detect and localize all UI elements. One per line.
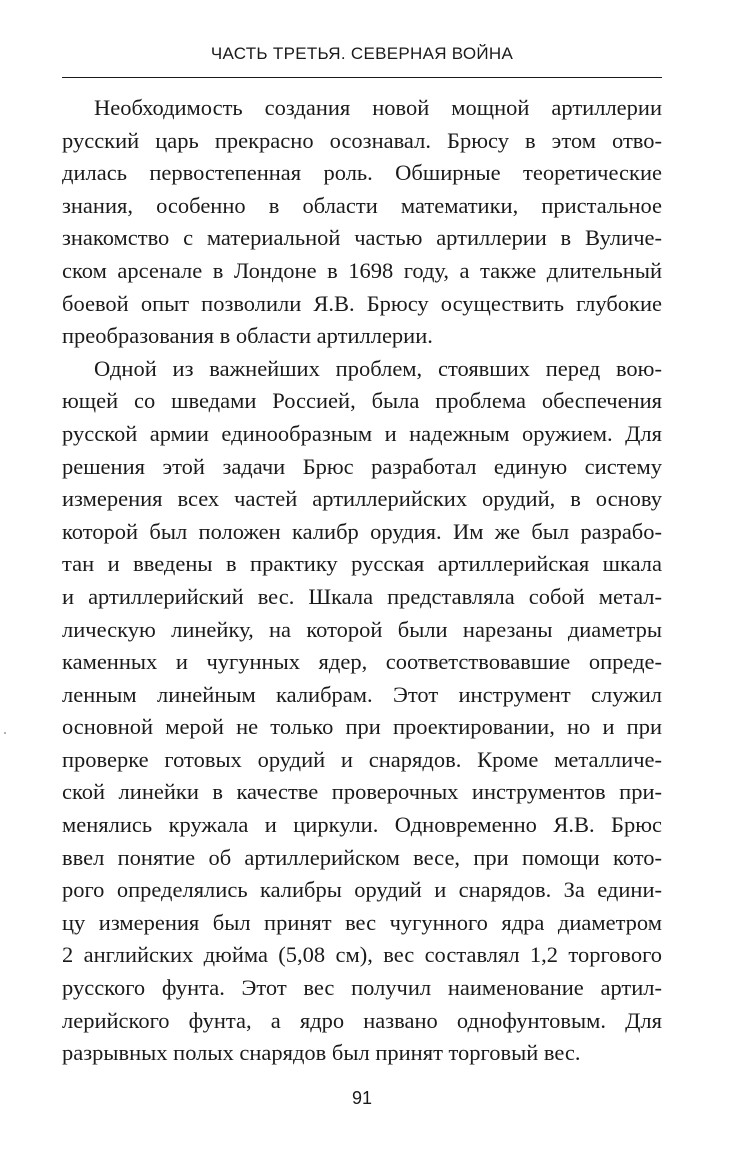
text-line: измерения всех частей артиллерийских орудий, в основу (62, 486, 662, 512)
text-line: ющей со шведами Россией, была проблема обеспечения (62, 388, 662, 414)
text-line: основной мерой не только при проектировании, но и при (62, 714, 662, 740)
text-line: Необходимость создания новой мощной артиллерии (94, 95, 662, 120)
text-line: русский царь прекрасно осознавал. Брюсу в этом отво- (62, 127, 662, 153)
running-head: ЧАСТЬ ТРЕТЬЯ. СЕВЕРНАЯ ВОЙНА (210, 44, 514, 63)
text-line: 2 английских дюйма (5,08 см), вес составлял 1,2 торгового (62, 942, 662, 968)
text-line: разрывных полых снарядов был принят торговый вес. (62, 1040, 581, 1066)
text-line: знакомство с материальной частью артиллерии в Вуличе- (62, 225, 662, 251)
text-line: дилась первостепенная роль. Обширные теоретические (62, 160, 662, 186)
text-line: которой был положен калибр орудия. Им же был разрабо- (62, 518, 662, 544)
text-line: и артиллерийский вес. Шкала представляла собой метал- (62, 583, 662, 609)
text-line: рого определялись калибры орудий и снарядов. За едини- (62, 877, 662, 903)
scan-speck (4, 732, 6, 734)
text-line: решения этой задачи Брюс разработал единую систему (62, 453, 662, 479)
text-line: боевой опыт позволили Я.В. Брюсу осуществить глубокие (62, 290, 662, 316)
text-line: ской линейки в качестве проверочных инструментов при- (62, 779, 662, 805)
text-line: лическую линейку, на которой были нарезаны диаметры (62, 616, 662, 642)
text-line: цу измерения был принят вес чугунного ядра диаметром (62, 909, 662, 935)
page-number: 91 (351, 1088, 373, 1108)
text-line: проверке готовых орудий и снарядов. Кроме металличе- (62, 746, 662, 772)
text-line: ском арсенале в Лондоне в 1698 году, а также длительный (62, 257, 662, 283)
text-line: лерийского фунта, а ядро названо однофунтовым. Для (62, 1007, 662, 1033)
text-line: ввел понятие об артиллерийском весе, при помощи кото- (62, 844, 662, 870)
text-line: преобразования в области артиллерии. (62, 323, 433, 349)
text-line: русской армии единообразным и надежным оружием. Для (62, 420, 662, 446)
text-line: каменных и чугунных ядер, соответствовавшие опреде- (62, 649, 662, 675)
text-line: ленным линейным калибрам. Этот инструмент служил (62, 681, 662, 707)
text-line: Одной из важнейших проблем, стоявших перед вою- (94, 355, 662, 381)
header-rule (62, 77, 662, 78)
text-line: тан и введены в практику русская артиллерийская шкала (62, 551, 662, 577)
body-text (62, 92, 662, 1070)
text-line: русского фунта. Этот вес получил наименование артил- (62, 975, 662, 1001)
text-line: знания, особенно в области математики, пристальное (62, 192, 662, 218)
text-line: менялись кружала и циркули. Одновременно Я.В. Брюс (62, 812, 662, 838)
